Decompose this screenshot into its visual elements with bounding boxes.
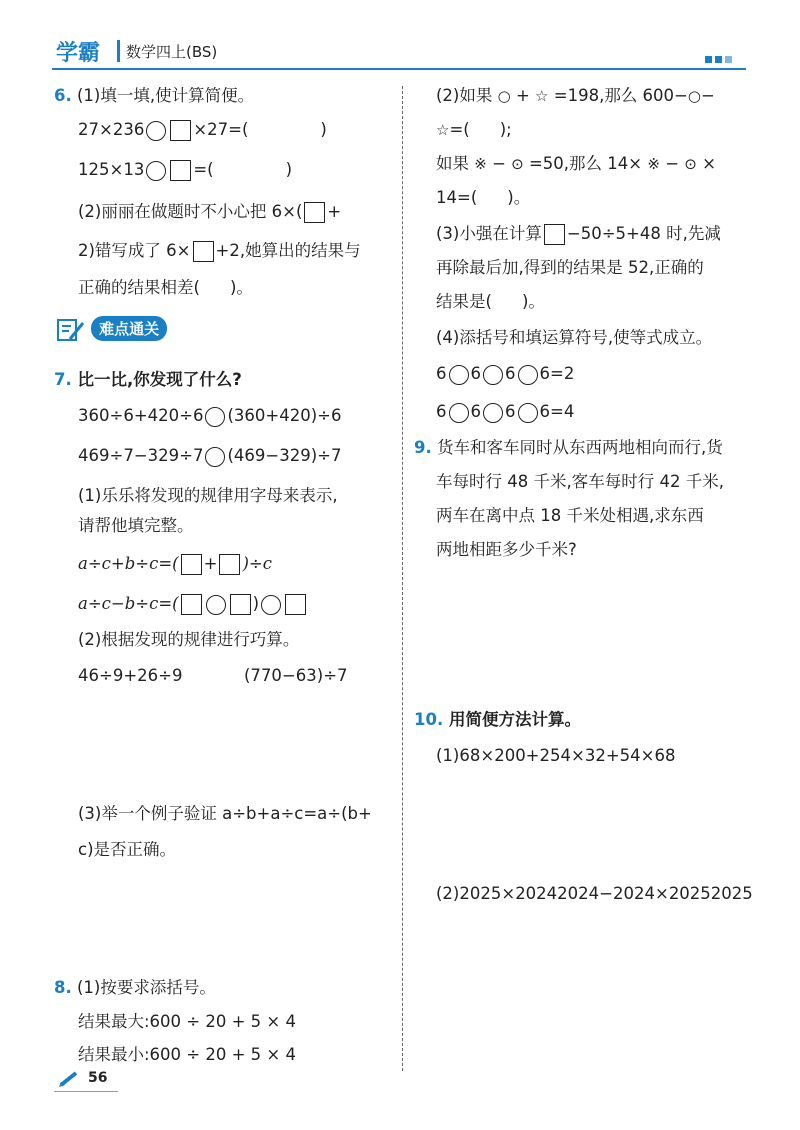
answer-box[interactable] [304, 202, 325, 223]
q6-part3-line1: (3)小强在计算 −50÷5+48 时,先减 [436, 224, 721, 243]
q6-number: 6. [54, 86, 72, 105]
section-banner [56, 316, 167, 343]
compare-circle[interactable] [205, 407, 225, 427]
operator-circle[interactable] [449, 403, 469, 423]
answer-box[interactable] [544, 224, 565, 245]
q6-part1 [54, 84, 254, 108]
q9-line3: 两车在离中点 18 千米处相遇,求东西 [436, 506, 704, 525]
q9-line4: 两地相距多少千米? [436, 540, 577, 559]
q6-part2-right-line4: 14=( )。 [436, 188, 531, 207]
q6-expr2: 125×13 =( ) [78, 160, 293, 179]
page-number: 56 [88, 1070, 108, 1086]
operator-circle[interactable] [449, 365, 469, 385]
column-divider [402, 86, 403, 1071]
q7-title: 7. 比一比,你发现了什么? [54, 370, 242, 389]
answer-circle[interactable] [146, 161, 166, 181]
q6-equation2: 6 6 6 6=4 [436, 402, 575, 421]
q7-calc1: 46÷9+26÷9 [78, 666, 183, 685]
answer-box[interactable] [285, 594, 306, 615]
answer-box[interactable] [170, 160, 191, 181]
q6-instruction: (1)填一填,使计算简便。 [77, 86, 255, 105]
q6-equation1: 6 6 6 6=2 [436, 364, 575, 383]
operator-circle[interactable] [518, 365, 538, 385]
footer-rule [54, 1091, 118, 1092]
q10-part2: (2)2025×20242024−2024×20252025 [436, 884, 753, 903]
q7-part3-line1: (3)举一个例子验证 a÷b+a÷c=a÷(b+ [78, 804, 372, 823]
section-title: 难点通关 [91, 316, 167, 341]
answer-box[interactable] [181, 594, 202, 615]
q6-expr1: 27×236 ×27=( ) [78, 120, 327, 139]
subject-label: 数学四上(BS) [126, 43, 218, 61]
q6-part3-line3: 结果是( )。 [436, 292, 545, 311]
logo-divider [117, 40, 120, 62]
brand-logo: 学霸 [56, 41, 101, 66]
q9-line2: 车每时行 48 千米,客车每时行 42 千米, [436, 472, 724, 491]
operator-circle[interactable] [483, 365, 503, 385]
operator-circle[interactable] [518, 403, 538, 423]
q7-part2: (2)根据发现的规律进行巧算。 [78, 630, 300, 649]
q7-part1-line2: 请帮他填完整。 [78, 516, 194, 535]
answer-box[interactable] [181, 554, 202, 575]
q7-formula1: a÷c+b÷c=( + )÷c [78, 554, 272, 573]
header-dots [705, 48, 735, 67]
pencil-icon [58, 1070, 82, 1088]
pencil-note-icon [56, 317, 86, 343]
q8-part1: 8. (1)按要求添括号。 [54, 978, 216, 997]
header-rule [52, 68, 746, 70]
q6-part4: (4)添括号和填运算符号,使等式成立。 [436, 328, 713, 347]
operator-circle[interactable] [483, 403, 503, 423]
q8-line-min: 结果最小:600 ÷ 20 + 5 × 4 [78, 1045, 296, 1064]
answer-box[interactable] [230, 594, 251, 615]
q7-calc2: (770−63)÷7 [244, 666, 348, 685]
q10-part1: (1)68×200+254×32+54×68 [436, 746, 676, 765]
q10-title: 10. 用简便方法计算。 [414, 710, 581, 729]
q6-part2-right-line3: 如果 ※ − ⊙ =50,那么 14× ※ − ⊙ × [436, 154, 716, 173]
q7-expr2: 469÷7−329÷7 (469−329)÷7 [78, 446, 342, 465]
answer-circle[interactable] [261, 595, 281, 615]
q7-formula2: a÷c−b÷c=( ) [78, 592, 308, 616]
answer-box[interactable] [170, 120, 191, 141]
q6-part2-line2: 2)错写成了 6× +2,她算出的结果与 [78, 241, 361, 260]
q6-part3-line2: 再除最后加,得到的结果是 52,正确的 [436, 258, 704, 277]
answer-box[interactable] [219, 554, 240, 575]
q6-part2-right-line1: (2)如果 ○ + ☆ =198,那么 600−○− [436, 86, 715, 105]
q7-expr1: 360÷6+420÷6 (360+420)÷6 [78, 406, 342, 425]
q6-part2-line1: (2)丽丽在做题时不小心把 6×( + [78, 202, 342, 221]
q6-part2-right-line2: ☆=( ); [436, 120, 512, 139]
q9-line1: 9. 货车和客车同时从东西两地相向而行,货 [414, 438, 723, 457]
q6-part2-line3: 正确的结果相差( )。 [78, 278, 253, 297]
answer-circle[interactable] [206, 595, 226, 615]
answer-circle[interactable] [146, 121, 166, 141]
q7-part1-line1: (1)乐乐将发现的规律用字母来表示, [78, 486, 338, 505]
answer-box[interactable] [193, 241, 214, 262]
compare-circle[interactable] [205, 447, 225, 467]
q8-line-max: 结果最大:600 ÷ 20 + 5 × 4 [78, 1012, 296, 1031]
q7-part3-line2: c)是否正确。 [78, 840, 177, 859]
